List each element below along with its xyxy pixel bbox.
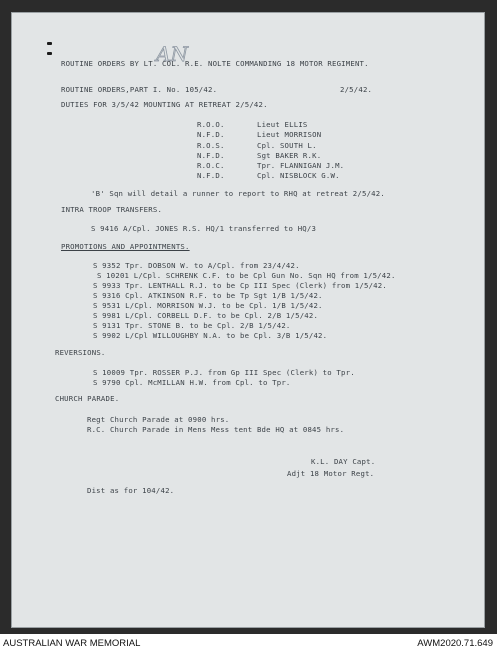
duty-name: Tpr. FLANNIGAN J.M. [257, 161, 345, 170]
church-parade-line: Regt Church Parade at 0900 hrs. [87, 415, 230, 424]
promotion-line: S 9131 Tpr. STONE B. to be Cpl. 2/B 1/5/42. [93, 321, 291, 330]
duty-role: N.F.D. [197, 130, 225, 139]
duty-role: N.F.D. [197, 171, 225, 180]
signature-name: K.L. DAY Capt. [311, 457, 376, 466]
document-page [11, 12, 485, 628]
reversion-line: S 9790 Cpl. McMILLAN H.W. from Cpl. to Tpr. [93, 378, 291, 387]
duty-role: R.O.O. [197, 120, 225, 129]
duty-role: R.O.S. [197, 141, 225, 150]
duty-name: Lieut MORRISON [257, 130, 322, 139]
church-parade-line: R.C. Church Parade in Mens Mess tent Bde HQ at 0845 hrs. [87, 425, 345, 434]
archive-footer [0, 634, 497, 653]
intra-troop-title: INTRA TROOP TRANSFERS. [61, 205, 163, 214]
promotion-line: S 9902 L/Cpl WILLOUGHBY N.A. to be Cpl. 3/B 1/5/42. [93, 331, 328, 340]
promotion-line: S 9933 Tpr. LENTHALL R.J. to be Cp III Spec (Clerk) from 1/5/42. [93, 281, 387, 290]
promotion-line: S 10201 L/Cpl. SCHRENK C.F. to be Cpl Gun No. Sqn HQ from 1/5/42. [97, 271, 396, 280]
promotion-line: S 9316 Cpl. ATKINSON R.F. to be Tp Sgt 1/B 1/5/42. [93, 291, 323, 300]
duty-name: Cpl. SOUTH L. [257, 141, 317, 150]
duty-role: R.O.C. [197, 161, 225, 170]
punch-hole-mark [47, 52, 52, 55]
footer-institution: AUSTRALIAN WAR MEMORIAL [3, 638, 141, 649]
promotion-line: S 9352 Tpr. DOBSON W. to A/Cpl. from 23/4/42. [93, 261, 300, 270]
duties-title: DUTIES FOR 3/5/42 MOUNTING AT RETREAT 2/5/42. [61, 100, 268, 109]
promotions-title: PROMOTIONS AND APPOINTMENTS. [61, 242, 190, 251]
duty-name: Lieut ELLIS [257, 120, 308, 129]
church-parade-title: CHURCH PARADE. [55, 394, 120, 403]
promotion-line: S 9531 L/Cpl. MORRISON W.J. to be Cpl. 1/B 1/5/42. [93, 301, 323, 310]
punch-hole-mark [47, 42, 52, 45]
duty-name: Cpl. NISBLOCK G.W. [257, 171, 340, 180]
reversion-line: S 10009 Tpr. ROSSER P.J. from Gp III Spec (Clerk) to Tpr. [93, 368, 355, 377]
orders-heading: ROUTINE ORDERS BY LT. COL. R.E. NOLTE COMMANDING 18 MOTOR REGIMENT. [61, 59, 369, 68]
orders-number: ROUTINE ORDERS,PART I. No. 105/42. [61, 85, 218, 94]
orders-date: 2/5/42. [340, 85, 373, 94]
distribution-note: Dist as for 104/42. [87, 486, 175, 495]
signature-role: Adjt 18 Motor Regt. [287, 469, 375, 478]
svg-text:AN: AN [156, 42, 188, 65]
intra-troop-line: S 9416 A/Cpl. JONES R.S. HQ/1 transferred to HQ/3 [91, 224, 317, 233]
duty-name: Sgt BAKER R.K. [257, 151, 322, 160]
promotion-line: S 9981 L/Cpl. CORBELL D.F. to be Cpl. 2/B 1/5/42. [93, 311, 319, 320]
runner-note: 'B' Sqn will detail a runner to report to RHQ at retreat 2/5/42. [91, 189, 385, 198]
footer-accession-number: AWM2020.71.649 [417, 638, 493, 649]
duty-role: N.F.D. [197, 151, 225, 160]
reversions-title: REVERSIONS. [55, 348, 106, 357]
